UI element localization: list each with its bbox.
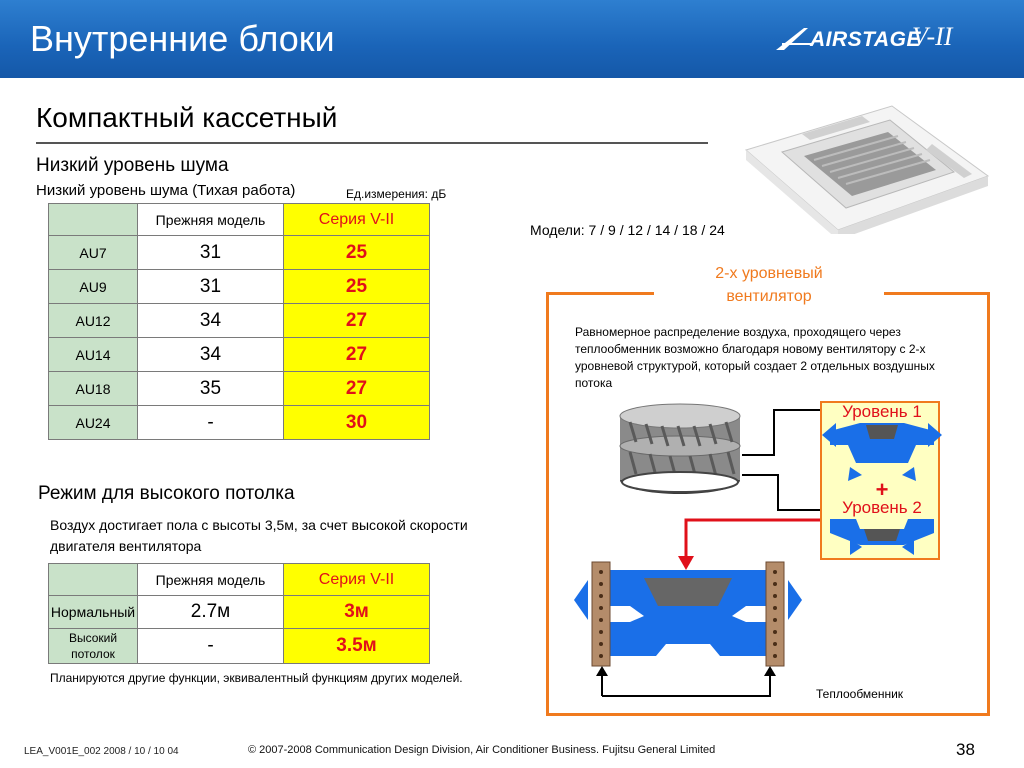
table-row	[49, 338, 430, 372]
table-row	[49, 629, 430, 664]
heat-exchanger-label: Теплообменник	[816, 687, 904, 701]
old-value: -	[138, 629, 284, 664]
row-label: AU7	[49, 236, 138, 270]
table-row	[49, 304, 430, 338]
table-row	[49, 270, 430, 304]
high-ceiling-table	[48, 563, 430, 664]
logo-swoosh-icon	[774, 22, 814, 58]
noise-table	[48, 203, 430, 440]
old-value: 35	[138, 372, 284, 406]
table-row	[49, 236, 430, 270]
level1-label: Уровень 1	[842, 402, 922, 421]
row-label: Нормальный	[49, 596, 138, 629]
col-old-model-header: Прежняя модель	[138, 564, 284, 596]
plus-sign: +	[875, 477, 889, 502]
col-old-model-header: Прежняя модель	[138, 204, 284, 236]
new-value: 30	[284, 406, 430, 440]
page-title: Внутренние блоки	[30, 18, 335, 59]
header-bar	[0, 0, 1024, 78]
high-ceiling-description: Воздух достигает пола с высоты 3,5м, за счет высокой скорости двигателя вентилятора	[50, 517, 468, 554]
fan-heading	[654, 262, 884, 308]
table-corner-cell	[49, 564, 138, 596]
logo-series-text: V-II	[912, 22, 953, 51]
old-value: 31	[138, 270, 284, 304]
table-corner-cell	[49, 204, 138, 236]
fan-heading-line1: 2-х уровневый	[715, 265, 823, 282]
row-label: AU24	[49, 406, 138, 440]
new-value: 25	[284, 236, 430, 270]
old-value: 34	[138, 338, 284, 372]
section-divider	[36, 142, 708, 144]
models-list: Модели: 7 / 9 / 12 / 14 / 18 / 24	[530, 222, 725, 238]
old-value: 2.7м	[138, 596, 284, 629]
col-new-series-header: Серия V-II	[284, 204, 430, 236]
level2-label: Уровень 2	[842, 498, 922, 517]
table-header-row	[49, 564, 430, 596]
table-row	[49, 406, 430, 440]
new-value: 3м	[284, 596, 430, 629]
section-title: Компактный кассетный	[36, 102, 338, 133]
row-label: AU14	[49, 338, 138, 372]
row-label: AU9	[49, 270, 138, 304]
row-label: AU18	[49, 372, 138, 406]
new-value: 27	[284, 338, 430, 372]
new-value: 25	[284, 270, 430, 304]
fan-impeller-image	[610, 402, 750, 497]
table-row	[49, 372, 430, 406]
noise-subheading: Низкий уровень шума (Тихая работа)	[36, 182, 296, 199]
page-number: 38	[956, 740, 975, 759]
new-value: 27	[284, 304, 430, 338]
row-label: Высокий потолок	[49, 629, 138, 664]
logo-brand-text: AIRSTAGE	[810, 28, 921, 51]
airstage-logo	[774, 22, 984, 58]
table-header-row	[49, 204, 430, 236]
footer-copyright: © 2007-2008 Communication Design Division, Air Conditioner Business. Fujitsu General Limited	[248, 744, 716, 756]
row-label: AU12	[49, 304, 138, 338]
fan-description: Равномерное распределение воздуха, проходящего через теплообменник возможно благодаря новому вентилятору с 2-х уровневой структурой, который создает 2 отдельных воздушных потока	[575, 325, 935, 390]
new-value: 3.5м	[284, 629, 430, 664]
high-ceiling-heading: Режим для высокого потолка	[38, 483, 295, 504]
noise-heading: Низкий уровень шума	[36, 155, 229, 176]
old-value: 34	[138, 304, 284, 338]
new-value: 27	[284, 372, 430, 406]
heat-exchanger-image	[570, 560, 806, 668]
fan-heading-line2: вентилятор	[726, 288, 812, 305]
table-row	[49, 596, 430, 629]
old-value: 31	[138, 236, 284, 270]
future-functions-note: Планируются другие функции, эквивалентный функциям других моделей.	[50, 671, 463, 685]
old-value: -	[138, 406, 284, 440]
footer-doc-id: LEA_V001E_002 2008 / 10 / 10 04	[24, 746, 179, 757]
cassette-unit-image	[742, 104, 992, 234]
noise-unit-label: Ед.измерения: дБ	[346, 187, 447, 201]
col-new-series-header: Серия V-II	[284, 564, 430, 596]
